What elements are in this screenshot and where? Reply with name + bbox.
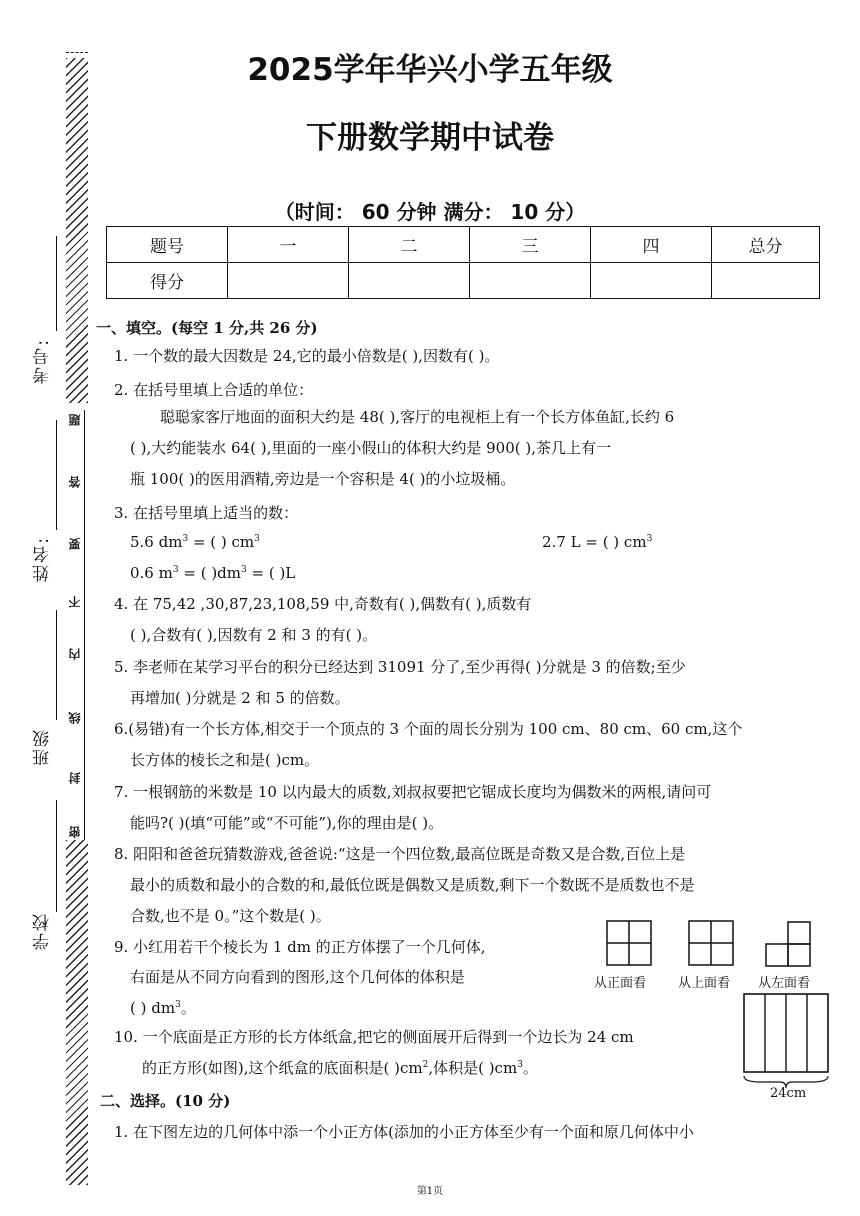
question-4: 4. 在 75,42 ,30,87,23,108,59 中,奇数有( ),偶数有( ),质数有: [114, 595, 532, 613]
question-3a: 5.6 $dm^3$ = ( ) $cm^3$: [130, 533, 260, 551]
question-1: 1. 一个数的最大因数是 24,它的最小倍数是( ),因数有( )。: [114, 347, 500, 365]
question-7: 7. 一根钢筋的米数是 10 以内最大的质数,刘叔叔要把它锯成长度均为偶数米的两根,请问可: [114, 783, 712, 801]
q3b-pre: 2.7 L = ( ) cm: [542, 533, 647, 551]
question-6-text: 长方体的棱长之和是( )cm。: [130, 751, 320, 769]
score-cell[interactable]: [712, 263, 820, 299]
q10-p1: 的正方形(如图),这个纸盒的底面积是( )cm: [142, 1059, 423, 1077]
exam-number-label: 考号:: [33, 338, 53, 384]
section-2-heading: 二、选择。(10 分): [100, 1092, 231, 1110]
score-cell[interactable]: [591, 263, 712, 299]
score-header-cell: 总分: [712, 227, 820, 263]
question-9-answer: ( ) $dm^3$。: [130, 999, 196, 1017]
q3a-pre: 5.6 dm: [130, 533, 183, 551]
q3c-mid2: = ( )L: [246, 564, 296, 582]
score-header-cell: 三: [470, 227, 591, 263]
q9-tail: ( ) dm: [130, 999, 176, 1017]
caption-top-view: 从上面看: [678, 976, 731, 991]
caption-left-view: 从左面看: [758, 976, 811, 991]
title-line-1: 2025学年华兴小学五年级: [247, 52, 613, 88]
question-3b: 2.7 L = ( ) $cm^3$: [542, 533, 653, 551]
binding-hatch-top: [66, 58, 88, 403]
question-2-text: ( ),大约能装水 64( ),里面的一座小假山的体积大约是 900( ),茶几上有一: [130, 439, 611, 457]
question-7-text: 能吗?( )(填“可能”或“不可能”),你的理由是( )。: [130, 814, 444, 832]
caption-front-view: 从正面看: [594, 976, 647, 991]
q10-p2: ,体积是( )cm: [428, 1059, 518, 1077]
score-table: [106, 226, 820, 299]
score-header-cell: 一: [228, 227, 349, 263]
seal-char-2: 答: [68, 476, 82, 488]
question-5: 5. 李老师在某学习平台的积分已经达到 31091 分了,至少再得( )分就是 3 的倍数;至少: [114, 658, 686, 676]
question-3c: 0.6 $m^3$ = ( )$dm^3$ = ( )L: [130, 564, 296, 582]
score-row-label: 得分: [107, 263, 228, 299]
score-header-cell: 题号: [107, 227, 228, 263]
question-8-text: 合数,也不是 0。”这个数是( )。: [130, 907, 331, 925]
top-view-figure: [688, 920, 734, 966]
question-2-text: 瓶 100( )的医用酒精,旁边是一个容积是 4( )的小垃圾桶。: [130, 470, 516, 488]
score-cell[interactable]: [228, 263, 349, 299]
name-label: 姓名:: [33, 536, 53, 582]
question-5-text: 再增加( )分就是 2 和 5 的倍数。: [130, 689, 350, 707]
question-10-text: 的正方形(如图),这个纸盒的底面积是( )$cm^2$,体积是( )$cm^3$。: [142, 1059, 538, 1077]
class-label: 班级: [33, 728, 53, 766]
score-header-cell: 二: [349, 227, 470, 263]
seal-char-6: 线: [68, 712, 82, 724]
q10-p3: 。: [522, 1059, 538, 1077]
section-2-question-1: 1. 在下图左边的几何体中添一个小正方体(添加的小正方体至少有一个面和原几何体中小: [114, 1123, 694, 1141]
section-1-heading: 一、填空。(每空 1 分,共 26 分): [96, 319, 318, 337]
question-8-text: 最小的质数和最小的合数的和,最低位既是偶数又是质数,剩下一个数既不是质数也不是: [130, 876, 695, 894]
q3c-mid: = ( )dm: [178, 564, 241, 582]
exam-info: （时间： 60 分钟 满分： 10 分）: [274, 200, 586, 224]
name-underline: [56, 420, 57, 530]
class-underline: [56, 610, 57, 720]
school-underline: [56, 800, 57, 912]
question-6: 6.(易错)有一个长方体,相交于一个顶点的 3 个面的周长分别为 100 cm、80 cm、60 cm,这个: [114, 720, 743, 738]
left-view-figure: [764, 920, 812, 968]
question-9-text: 右面是从不同方向看到的图形,这个几何体的体积是: [130, 968, 465, 986]
question-4-text: ( ),合数有( ),因数有 2 和 3 的有( )。: [130, 626, 378, 644]
front-view-figure: [606, 920, 652, 966]
question-2-text: 聪聪家客厅地面的面积大约是 48( ),客厅的电视柜上有一个长方体鱼缸,长约 6: [160, 408, 675, 426]
seal-char-3: 要: [68, 538, 82, 550]
q9-tail-end: 。: [180, 999, 196, 1017]
score-cell[interactable]: [349, 263, 470, 299]
seal-char-4: 不: [68, 596, 82, 608]
score-cell[interactable]: [470, 263, 591, 299]
seal-char-7: 封: [68, 772, 82, 784]
seal-char-1: 题: [68, 414, 82, 426]
question-8: 8. 阳阳和爸爸玩猜数游戏,爸爸说:“这是一个四位数,最高位既是奇数又是合数,百位上是: [114, 845, 686, 863]
score-table-score-row: [107, 263, 820, 299]
question-2: 2. 在括号里填上合适的单位：: [114, 381, 314, 399]
school-label: 学校: [33, 912, 53, 950]
question-3: 3. 在括号里填上适当的数：: [114, 504, 299, 522]
question-10: 10. 一个底面是正方形的长方体纸盒,把它的侧面展开后得到一个边长为 24 cm: [114, 1028, 634, 1046]
seal-char-5: 内: [68, 648, 82, 660]
question-9: 9. 小红用若干个棱长为 1 dm 的正方体摆了一个几何体,: [114, 938, 486, 956]
net-width-label: 24cm: [770, 1086, 807, 1101]
kaohao-underline: [56, 236, 57, 331]
score-header-cell: 四: [591, 227, 712, 263]
q3a-mid: = ( ) cm: [188, 533, 255, 551]
seal-char-8: 密: [68, 826, 82, 838]
binding-hatch-bottom: [66, 840, 88, 1185]
q3c-pre: 0.6 m: [130, 564, 173, 582]
title-line-2: 下册数学期中试卷: [306, 120, 554, 156]
seal-line: [84, 410, 85, 840]
score-table-header-row: [107, 227, 820, 263]
page-footer: 第1页: [416, 1186, 444, 1197]
